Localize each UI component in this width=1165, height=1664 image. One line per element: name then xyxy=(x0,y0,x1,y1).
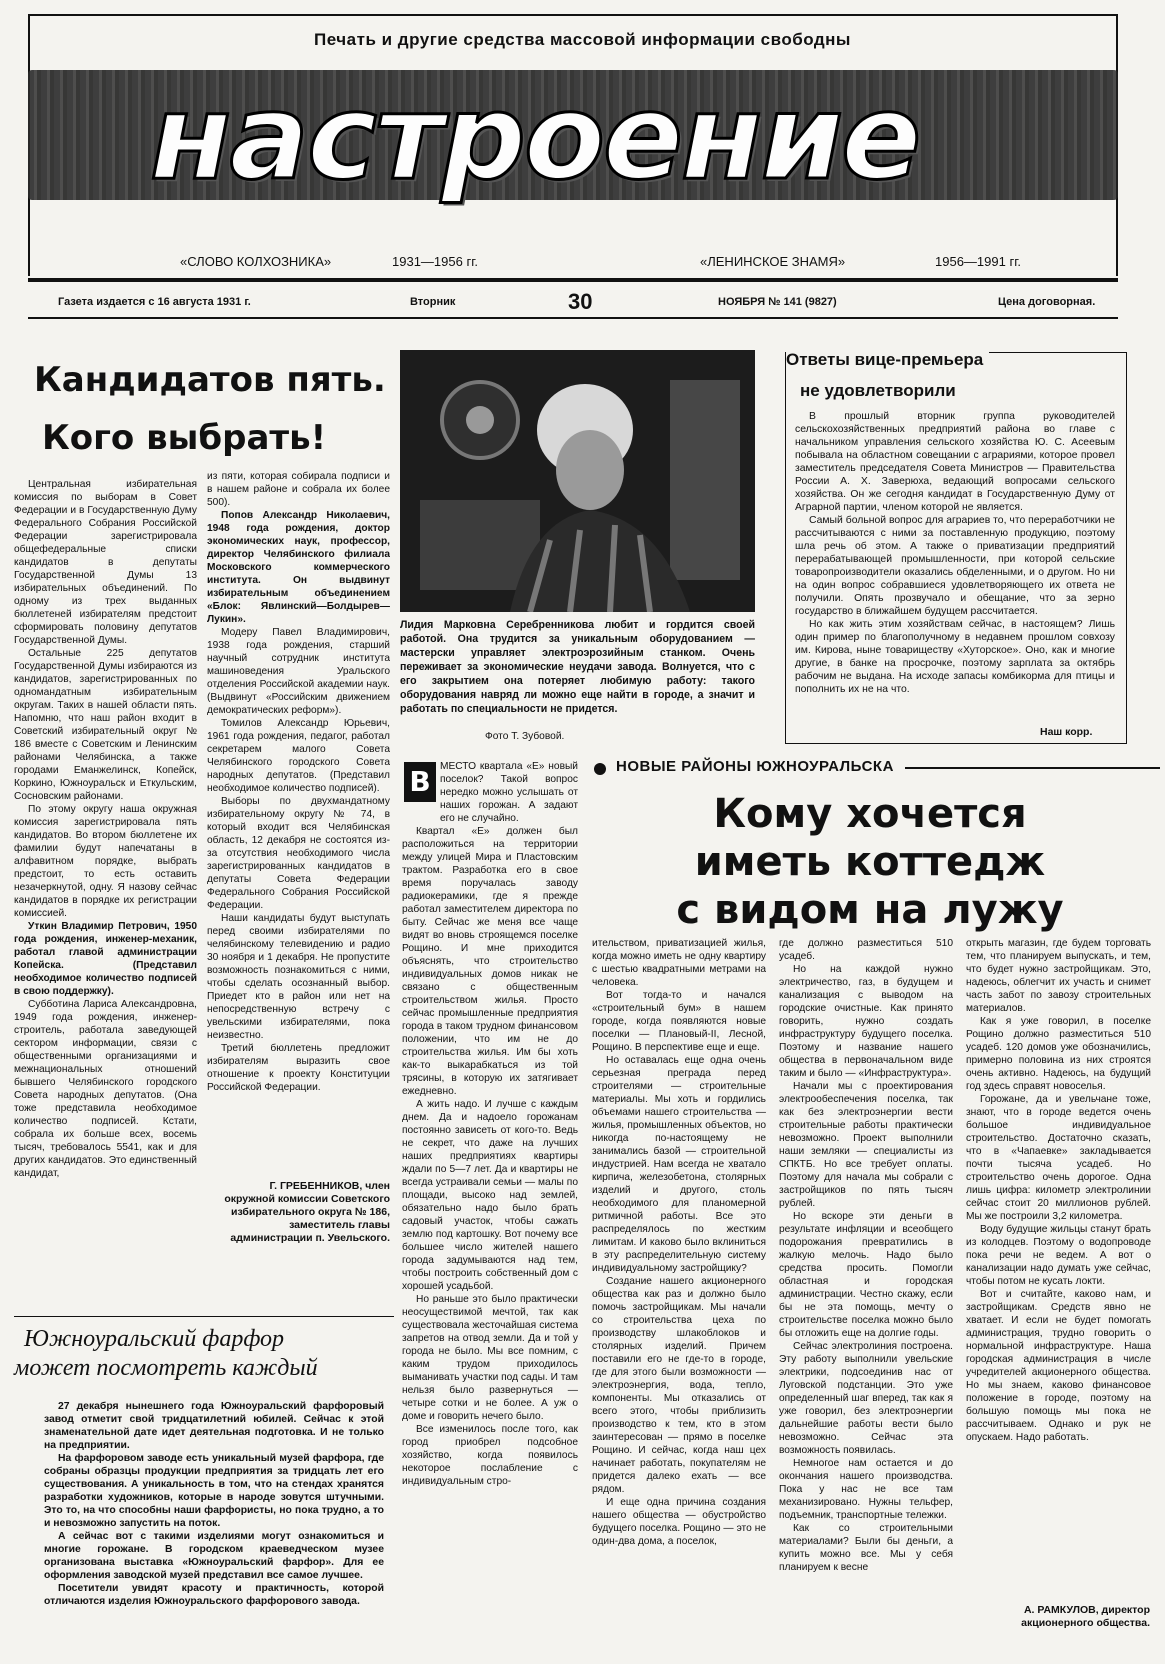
paragraph: Третий бюллетень предложит избирателям выразить свое отношение к проекту Конституции Российской Федерации. xyxy=(207,1043,390,1093)
paragraph: Горожане, да и увельчане тоже, знают, что в городе ведется очень большое индивидуальное строительство. Достаточно сказать, что в «Чапаевке» закладывается почти тысяча усадеб. Но строительство очень дорогое. Одна лишь цифра: километр электролинии сейчас стоит 20 миллионов рублей. Мы же построили 3,2 километра. xyxy=(966,1094,1151,1222)
former-name-2: «ЛЕНИНСКОЕ ЗНАМЯ» xyxy=(700,254,846,269)
paragraph: Субботина Лариса Александровна, 1949 года рождения, инженер-строитель, работала заведующей сектором информации, связи с общественными организациями и межнациональных отношений бывшего Челябинского городского Совета народных депутатов. (Она тоже представила необходимое количество подписей. Кстати, собрала их больше всех, восемь тысяч, требовалось 5541, как и для других кандидатов. Это единственный кандидат, xyxy=(14,999,197,1179)
paragraph: Но раньше это было практически неосуществимой мечтой, так как существовала жесточайшая система запретов на отвод земли. Да и той у города не было. Мы все помним, с каким трудом приходилось выманивать участки под сады. И там нельзя было развернуться — четыре сотки и не более. А уж о доме и говорить нечего было. xyxy=(402,1294,578,1422)
paragraph: Уткин Владимир Петрович, 1950 года рождения, инженер-механик, работал главой администрации Копейска. (Представил необходимое количество подписей в свою поддержку). xyxy=(14,921,197,997)
paragraph: В прошлый вторник группа руководителей сельскохозяйственных предприятий района во главе с начальником управления сельского хозяйства Ю. С. Асеевым побывала на областном совещании с аграриями, которое провел заместитель председателя Совета Министров — Правительства России А. Х. Заверюха, ведающий вопросами сельского хозяйства. Он же сегодня кандидат в Государственную Думу от Аграрной партии, членом которой не является. xyxy=(795,411,1115,513)
paragraph: из пяти, которая собирала подписи и в нашем районе и собрала их более 500). xyxy=(207,471,390,508)
paragraph: открыть магазин, где будем торговать тем, что планируем выпускать, и тем, что будет нужно застройщикам. Это, надеюсь, облегчит их участь и снимет часть забот по завозу строительных материалов. xyxy=(966,938,1151,1014)
paragraph: Попов Александр Николаевич, 1948 года рождения, доктор экономических наук, профессор, директор Челябинского филиала Московского коммерческого института. Он выдвинут избирательным объединением «Блок: Явлинский—Болдырев—Лукин». xyxy=(207,510,390,625)
candidates-headline-2: Кого выбрать! xyxy=(42,418,327,458)
paragraph: Сейчас электролиния построена. Эту работу выполнили увельские электрики, подсоединив нас от Луговской подстанции. Это уже определенный шаг вперед, так как я уже говорил, без электроэнергии дальнейшие работы вести было невозможно. Сейчас эта возможность появилась. xyxy=(779,1341,953,1456)
paragraph: А сейчас вот с такими изделиями могут ознакомиться и многие горожане. В городском краеведческом музее организована выставка «Южноуральский фарфор». Для ее оформления заводской музей представил все самое лучшее. xyxy=(44,1531,384,1581)
paragraph: Создание нашего акционерного общества как раз и должно было помочь застройщикам. Мы начали со строительства цеха по производству шлакоблоков и столярных изделий. Причем поставили его не где-то в городе, где для этого были возможности — электроэнергия, вода, тепло, компоненты. Мы отказались от всего этого, чтобы приблизить производство к тем, кто в этом заинтересован — прямо в поселке Рощино. И сейчас, когда наш цех начинает работать, покупателям не придется далеко ехать — все рядом. xyxy=(592,1276,766,1495)
photo-credit: Фото Т. Зубовой. xyxy=(485,731,565,742)
paragraph: Вот и считайте, каково нам, и застройщикам. Средств явно не хватает. И если не будет помогать администрация, трудно говорить о нормальной инфраструктуре. Наша городская администрация в числе учредителей акционерного общества. Но мы знаем, каково финансовое положение в городе, поэтому на большую помощь мы пока не рассчитываем. Однако и рук не опускаем. Надо работать. xyxy=(966,1289,1151,1443)
candidates-headline-1: Кандидатов пять. xyxy=(34,360,386,400)
paragraph: Как я уже говорил, в поселке Рощино должно разместиться 510 усадеб. 120 домов уже обозначились, примерно половина из них строятся очень активно. Надеюсь, на будущий год здесь справят новоселья. xyxy=(966,1016,1151,1092)
paragraph: Но на каждой нужно электричество, газ, в будущем и канализация с выводом на городские очистные. Как принято говорить, нужно создать инфраструктуру будущего поселка. Поэтому и название нашего общества в первоначальном виде таким и было — «Инфраструктура». xyxy=(779,964,953,1079)
newspaper-title: настроение xyxy=(150,68,920,206)
paragraph: А жить надо. И лучше с каждым днем. Да и надоело горожанам постоянно зависеть от кого-то. Ведь не секрет, что даже на лучших наших предприятиях квартиры ждали по 5—7 лет. Да и квартиры не всегда устраивали семьи — малы по площади, высоко над землей, обязательно надо было брать садовый участок, чтобы сажать землю под картошку. Вот почему все большее число жителей нашего города задумываются над тем, чтобы построить собственный дом с хорошей усадьбой. xyxy=(402,1099,578,1292)
new-districts-column-3 xyxy=(966,937,1151,1597)
porcelain-top-rule xyxy=(14,1316,394,1317)
worker-photo xyxy=(400,350,755,612)
rubric-bullet xyxy=(594,763,606,775)
new-districts-headline-1: Кому хочется xyxy=(713,791,1027,837)
paragraph: Посетители увидят красоту и практичность, которой отличаются изделия Южноуральского фарфорового завода. xyxy=(44,1583,384,1607)
paragraph: Томилов Александр Юрьевич, 1961 года рождения, педагог, работал секретарем малого Совета Челябинского городского Совета народных депутатов. (Представил необходимое количество подписей). xyxy=(207,718,390,794)
paragraph: Но как жить этим хозяйствам сейчас, в настоящем? Лишь один пример по благополучному в недавнем прошлом совхозу им. Кирова, ныне товариществу «Хуторское». Оно, как и многие другие, в банке на просрочке, поэтому зарплата за октябрь рабочим не выдана. На исходе запасы комбикорма для птицы и пополнить их не на что. xyxy=(795,619,1115,695)
paragraph: Немногое нам остается и до окончания нашего производства. Пока у нас не все там механизировано. Нужны тельфер, подъемник, транспортные тележки. xyxy=(779,1458,953,1521)
paragraph: Вот тогда-то и начался «строительный бум» в нашем городе, когда появляются новые поселки — Плановый-II, Лесной, Рощино. В перспективе еще и еще. xyxy=(592,990,766,1053)
candidates-column-1 xyxy=(14,478,197,1308)
paragraph: На фарфоровом заводе есть уникальный музей фарфора, где собраны образцы продукции предприятия за тридцать лет его существования. А уникальность в том, что на стендах хранятся разработки художников, которые в народе зовутся штучными. Это то, на что способны наши фарфористы, но пока трудно, а то и невозможно запустить на поток. xyxy=(44,1453,384,1529)
paragraph: Самый больной вопрос для аграриев то, что переработчики не рассчитываются с ними за поставленную продукцию, поэтому шла речь об этом. А также о приватизации предприятий перерабатывающей промышленности, при которой сельские товаропроизводители оказались обделенными, и о другом. Но ни на один вопрос собравшиеся удовлетворяющего их ответа не получили. Опять прозвучало и обещание, что за зерно государство в ближайшем будущем рассчитается. xyxy=(795,515,1115,617)
paragraph: Квартал «Е» должен был расположиться на территории между улицей Мира и Пластовским трактом. Разработка его в свое время поручалась заводу радиокерамики, где я прежде работал заместителем директора по быту. Сейчас же меня все чаще видят во вновь строящемся поселке Рощино. И мне приходится объяснять, что строительство индивидуальных домов никак не связано с общественным строительством жилья. Просто сейчас промышленные предприятия города в таком трудном финансовом положении, что им не до строительства жилья. Им бы хоть как-то выкарабкаться из той трясины, в которую их затягивает ежедневно. xyxy=(402,826,578,1097)
new-districts-rubric: НОВЫЕ РАЙОНЫ ЮЖНОУРАЛЬСКА xyxy=(616,758,894,775)
vice-premier-headline-1: Ответы вице-премьера xyxy=(786,350,989,370)
porcelain-headline-2: может посмотреть каждый xyxy=(14,1355,318,1381)
new-districts-column-2 xyxy=(779,937,953,1660)
paragraph: Как со строительными материалами? Были бы деньги, а купить можно все. Мы у себя планируем к весне xyxy=(779,1523,953,1573)
paragraph: МЕСТО квартала «Е» новый поселок? Такой вопрос нередко можно услышать от наших горожан. А задают его не случайно. xyxy=(440,761,578,824)
paragraph: И еще одна причина создания нашего общества — обустройство будущего поселка. Рощино — это не один-два дома, а поселок, xyxy=(592,1497,766,1547)
masthead-bottom-rule xyxy=(28,278,1118,282)
new-districts-headline-2: иметь коттедж xyxy=(694,839,1046,885)
new-districts-headline-3: с видом на лужу xyxy=(676,887,1064,933)
paragraph: 27 декабря нынешнего года Южноуральский фарфоровый завод отметит свой тридцатилетний юбилей. Сейчас к этой знаменательной дате идет деятельная подготовка. И не только на предприятии. xyxy=(44,1401,384,1451)
rubric-rule xyxy=(905,767,1160,769)
issue-day: 30 xyxy=(568,289,593,314)
new-districts-column-1 xyxy=(592,937,766,1660)
paragraph: Начали мы с проектирования электрообеспечения поселка, так как без электроэнергии вести строительные работы практически невозможно. Проект выполнили наши земляки — специалисты из СПКТБ. Но все требует оплаты. Поэтому для начала мы собрали с застройщиков по пять тысяч рублей. xyxy=(779,1081,953,1209)
paragraph: Центральная избирательная комиссия по выборам в Совет Федерации и в Государственную Думу Федерального Собрания Российской Федерации зарегистрировала общефедеральные списки кандидатов в депутаты Государственной Думы 13 избирательных объединений. По одному из трех выданных бюллетеней избирателям предстоит сформировать половину депутатов Государственной Думы. xyxy=(14,479,197,646)
masthead-slogan: Печать и другие средства массовой информации свободны xyxy=(314,30,851,49)
photo-caption: Лидия Марковна Серебренникова любит и гордится своей работой. Она трудится за уникальным оборудованием — мастерски управляет электроэрозийным станком. Очень переживает за экономические неудачи завода. Волнуется, что с его закрытием она потеряет любимую работу: такого оборудования навряд ли можно еще найти в городе, а значит и работать по специальности не придется. xyxy=(400,619,755,715)
paragraph: Все изменилось после того, как город приобрел подсобное хозяйство, когда появилось некоторое послабление с индивидуальным стро- xyxy=(402,1424,578,1487)
issue-price: Цена договорная. xyxy=(998,296,1096,308)
candidates-column-2 xyxy=(207,470,390,1170)
info-row-bottom-rule xyxy=(28,317,1118,319)
paragraph: где должно разместиться 510 усадеб. xyxy=(779,938,953,962)
masthead-top-rule xyxy=(28,14,1118,16)
paragraph: ительством, приватизацией жилья, когда можно иметь не одну квартиру с шестью квадратными метрами на человека. xyxy=(592,938,766,988)
paragraph: По этому округу наша окружная комиссия зарегистрировала пять кандидатов. Во втором бюллетене их фамилии будут напечатаны в алфавитном порядке, выбрать предстоит, то есть оставить незачеркнутой, одну. Я назову сейчас кандидатов в порядке их регистрации комиссией. xyxy=(14,804,197,919)
porcelain-text xyxy=(44,1400,384,1660)
paragraph: Но вскоре эти деньги в результате инфляции и всеобщего подорожания превратились в жалкую мелочь. Надо было средства просить. Помогли областная и городская администрации. Честно скажу, если бы не эта помощь, мечту о строительстве поселка можно было бы отложить еще на долгие годы. xyxy=(779,1211,953,1339)
former-name-1: «СЛОВО КОЛХОЗНИКА» xyxy=(180,254,332,269)
candidates-signature: Г. ГРЕБЕННИКОВ, член окружной комиссии Советского избирательного округа № 186, заместитель главы администрации п. Увельского. xyxy=(224,1180,390,1244)
former-years-2: 1956—1991 гг. xyxy=(935,254,1021,269)
porcelain-headline-1: Южноуральский фарфор xyxy=(24,1326,285,1352)
former-years-1: 1931—1956 гг. xyxy=(392,254,478,269)
issue-weekday: Вторник xyxy=(410,296,456,308)
paragraph: Воду будущие жильцы станут брать из колодцев. Поэтому о водопроводе пока речи не ведем. А вот о канализации надо думать уже сейчас, чтобы потом не кусать локти. xyxy=(966,1224,1151,1287)
paragraph: Остальные 225 депутатов Государственной Думы избираются из кандидатов, зарегистрированных по одномандатным избирательным округам. Таких в нашей области пять. Напомню, что наш район входит в Советский избирательный округ № 186 вместе с Советским и Ленинским районами Челябинска, а также городами Еманжелинск, Копейск, Коркино, Южноуральск и Еткульским, Сосновским районами. xyxy=(14,648,197,802)
vice-premier-text xyxy=(795,410,1115,720)
paragraph: Выборы по двухмандатному избирательному округу № 74, в который входит вся Челябинская область, 12 декабря не состоятся из-за отсутствия необходимого числа зарегистрированных кандидатов в депутаты Совета Федерации Федерального Собрания Российской Федерации. xyxy=(207,796,390,911)
issue-month-number: НОЯБРЯ № 141 (9827) xyxy=(718,296,837,308)
dropcap-letter: В xyxy=(404,762,436,802)
kvartal-column xyxy=(402,760,578,1660)
paragraph: Но оставалась еще одна очень серьезная преграда перед строителями — строительные материалы. Мы хоть и гордились объемами нашего строительства — жилья, промышленных объектов, но никогда по-настоящему не занимались базой — строительной индустрией. Нам всегда не хватало кирпича, железобетона, столярных изделий и другого, столь необходимого для планомерной ритмичной работы. Все это распределялось по жестким лимитам. И каково было вклиниться в эту распределительную систему индивидуальному застройщику? xyxy=(592,1055,766,1274)
paragraph: Наши кандидаты будут выступать перед своими избирателями по челябинскому телевидению и радио 30 ноября и 1 декабря. Не пропустите возможность познакомиться с ними, чтобы сделать осознанный выбор. Приедет кто в район или нет на непосредственную встречу с увельскими избирателями, пока неизвестно. xyxy=(207,913,390,1041)
new-districts-signature: А. РАМКУЛОВ, директор акционерного общества. xyxy=(1021,1604,1150,1629)
vice-premier-headline-2: не удовлетворили xyxy=(800,381,956,400)
paragraph: Модеру Павел Владимирович, 1938 года рождения, старший научный сотрудник института машиноведения Уральского отделения Российской академии наук. (Выдвинут «Российским движением демократических реформ»). xyxy=(207,627,390,716)
worker-photo-drawing xyxy=(400,350,755,612)
vice-premier-signature: Наш корр. xyxy=(1040,726,1093,738)
publication-since: Газета издается с 16 августа 1931 г. xyxy=(58,296,251,308)
